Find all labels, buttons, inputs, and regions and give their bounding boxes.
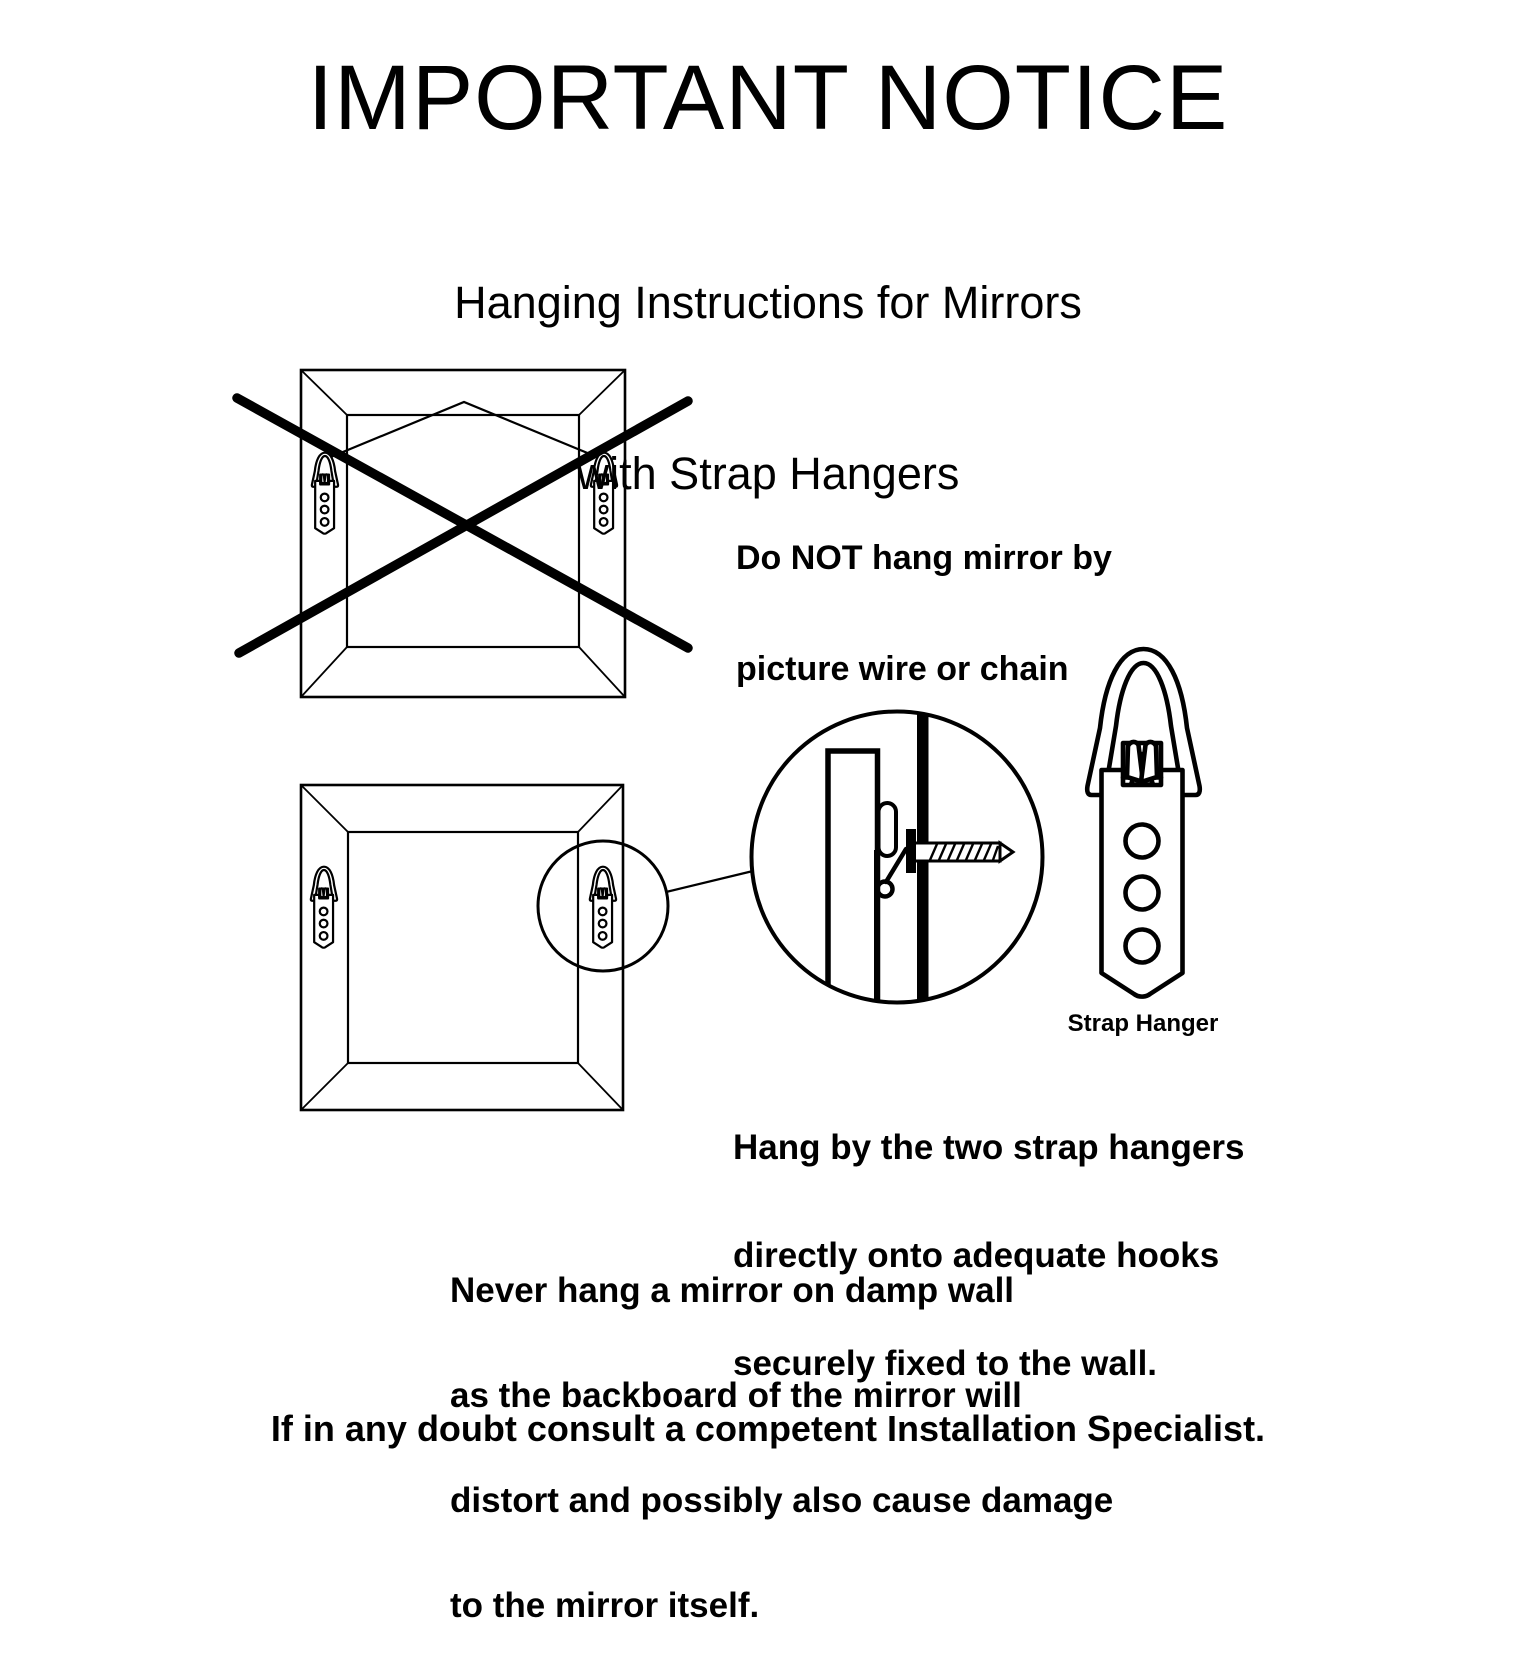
warning-damp-line: to the mirror itself. (450, 1586, 760, 1625)
warning-wire-text (736, 466, 1112, 725)
callout-connector-line (666, 871, 753, 892)
page-title: IMPORTANT NOTICE (307, 47, 1229, 149)
strap-hanger-icon (311, 867, 337, 948)
strap-slot (879, 803, 897, 856)
warning-wire-line: Do NOT hang mirror by (736, 539, 1112, 577)
screw-collar (906, 829, 916, 873)
mirror-strap-diagram (301, 785, 623, 1110)
strap-hanger-icon (590, 867, 616, 948)
warning-damp-line: Never hang a mirror on damp wall (450, 1271, 1015, 1310)
instruction-hang-line: securely fixed to the wall. (733, 1344, 1158, 1383)
instruction-hang-line: Hang by the two strap hangers (733, 1128, 1245, 1167)
subtitle-line: Hanging Instructions for Mirrors (454, 277, 1082, 328)
warning-wire-line: picture wire or chain (736, 650, 1069, 688)
strap-hanger-label: Strap Hanger (1067, 1010, 1219, 1037)
hook-detail-diagram (752, 708, 1043, 1011)
footer-advice: If in any doubt consult a competent Installation Specialist. (270, 1408, 1266, 1449)
subtitle-line: with Strap Hangers (576, 448, 960, 499)
warning-damp-line: as the backboard of the mirror will (450, 1376, 1022, 1415)
warning-damp-line: distort and possibly also cause damage (450, 1481, 1114, 1520)
instruction-hang-line: directly onto adequate hooks (733, 1236, 1220, 1275)
frame-moulding-section (828, 751, 878, 1011)
